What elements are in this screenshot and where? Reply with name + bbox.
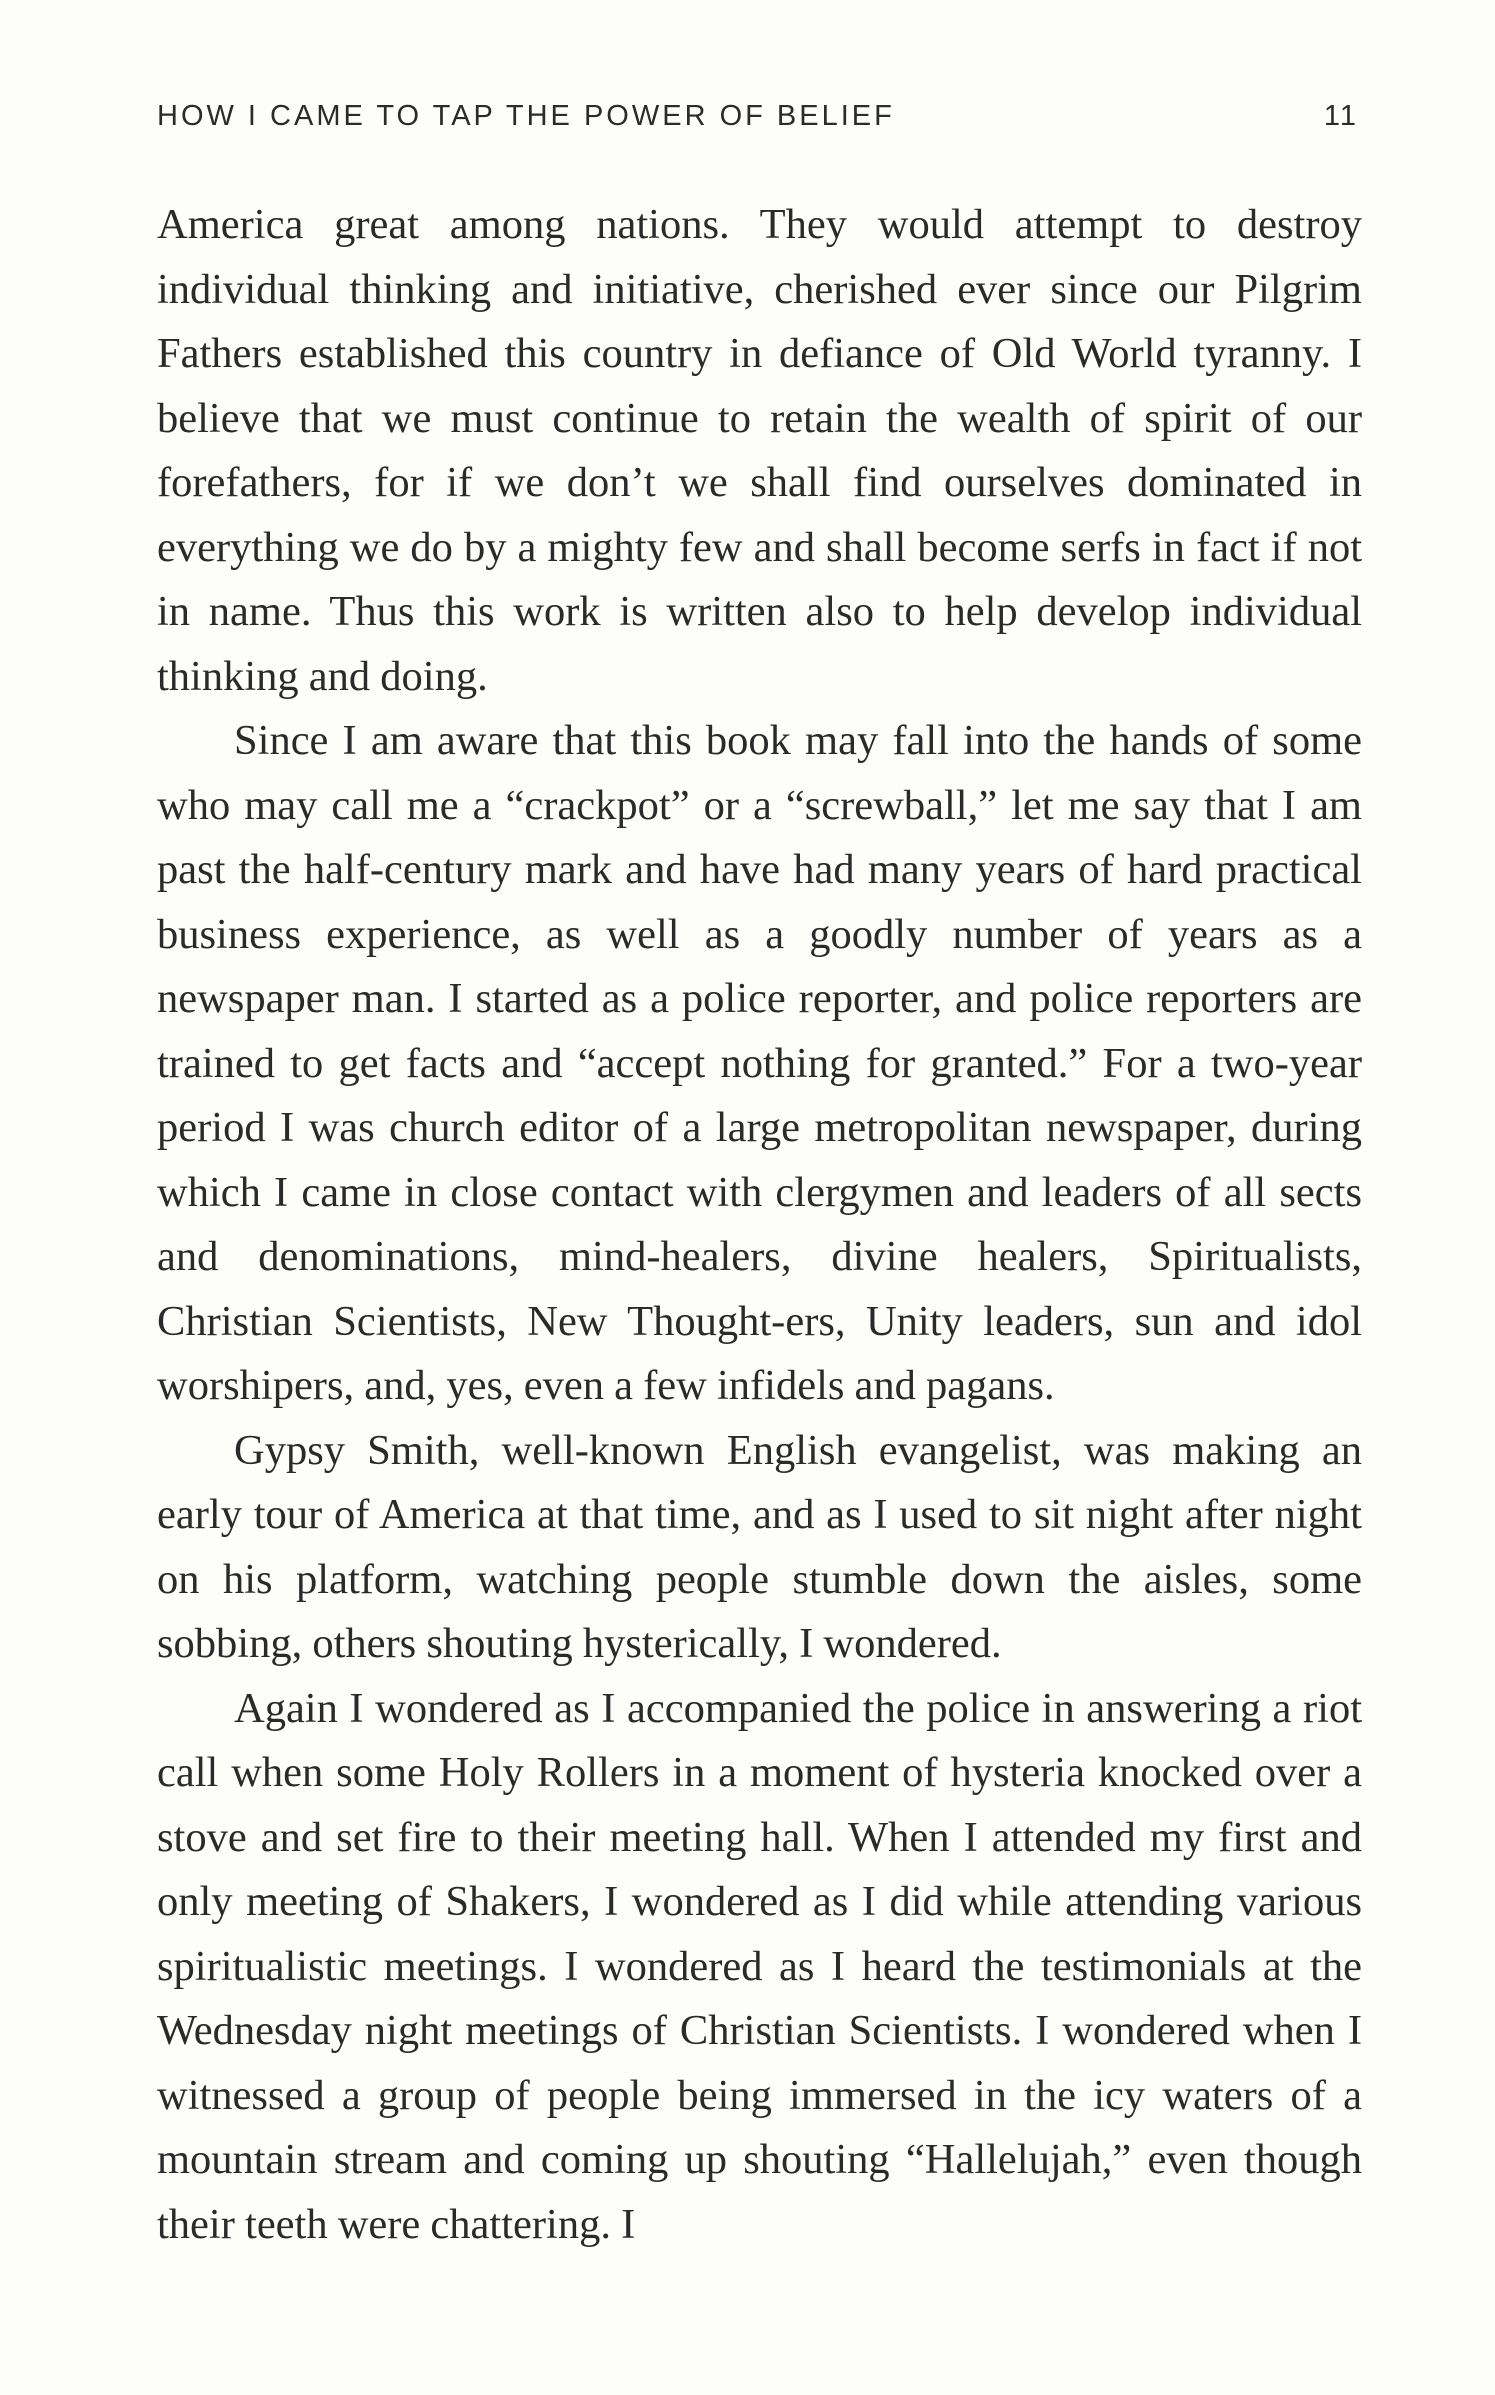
paragraph: Since I am aware that this book may fall into the hands of some who may call me a “crackpot” or a “screwball,” let me say that I am past the half-century mark and have had many years of hard practical business experience, as well as a goodly number of years as a newspaper man. I started as a police reporter, and police reporters are trained to get facts and “accept nothing for granted.” For a two-year period I was church editor of a large metropolitan newspaper, during which I came in close contact with clergymen and leaders of all sects and denominations, mind-healers, divine healers, Spiritualists, Christian Scientists, New Thought-ers, Unity leaders, sun and idol worshipers, and, yes, even a few infidels and pagans. <box>157 717 1362 1409</box>
running-head <box>157 100 1362 144</box>
running-title: HOW I CAME TO TAP THE POWER OF BELIEF <box>157 100 895 132</box>
paragraph: Gypsy Smith, well-known English evangelist, was making an early tour of America at that time, and as I used to sit night after night on his platform, watching people stumble down the aisles, some sobbing, others shouting hysterically, I wondered. <box>157 1426 1362 1667</box>
page-number: 11 <box>1323 100 1358 132</box>
body-text <box>157 193 1362 2257</box>
paragraph: America great among nations. They would attempt to destroy individual thinking and initiative, cherished ever since our Pilgrim Fathers established this country in defiance of Old World tyranny. I believe that we must continue to retain the wealth of spirit of our forefathers, for if we don’t we shall find ourselves dominated in everything we do by a mighty few and shall become serfs in fact if not in name. Thus this work is written also to help develop individual thinking and doing. <box>157 201 1362 700</box>
paragraph: Again I wondered as I accompanied the police in answering a riot call when some Holy Rollers in a moment of hysteria knocked over a stove and set fire to their meeting hall. When I attended my first and only meeting of Shakers, I wondered as I did while attending various spiritualistic meetings. I wondered as I heard the testimonials at the Wednesday night meetings of Christian Scientists. I wondered when I witnessed a group of people being immersed in the icy waters of a mountain stream and coming up shouting “Hallelujah,” even though their teeth were chattering. I <box>157 1684 1362 2248</box>
